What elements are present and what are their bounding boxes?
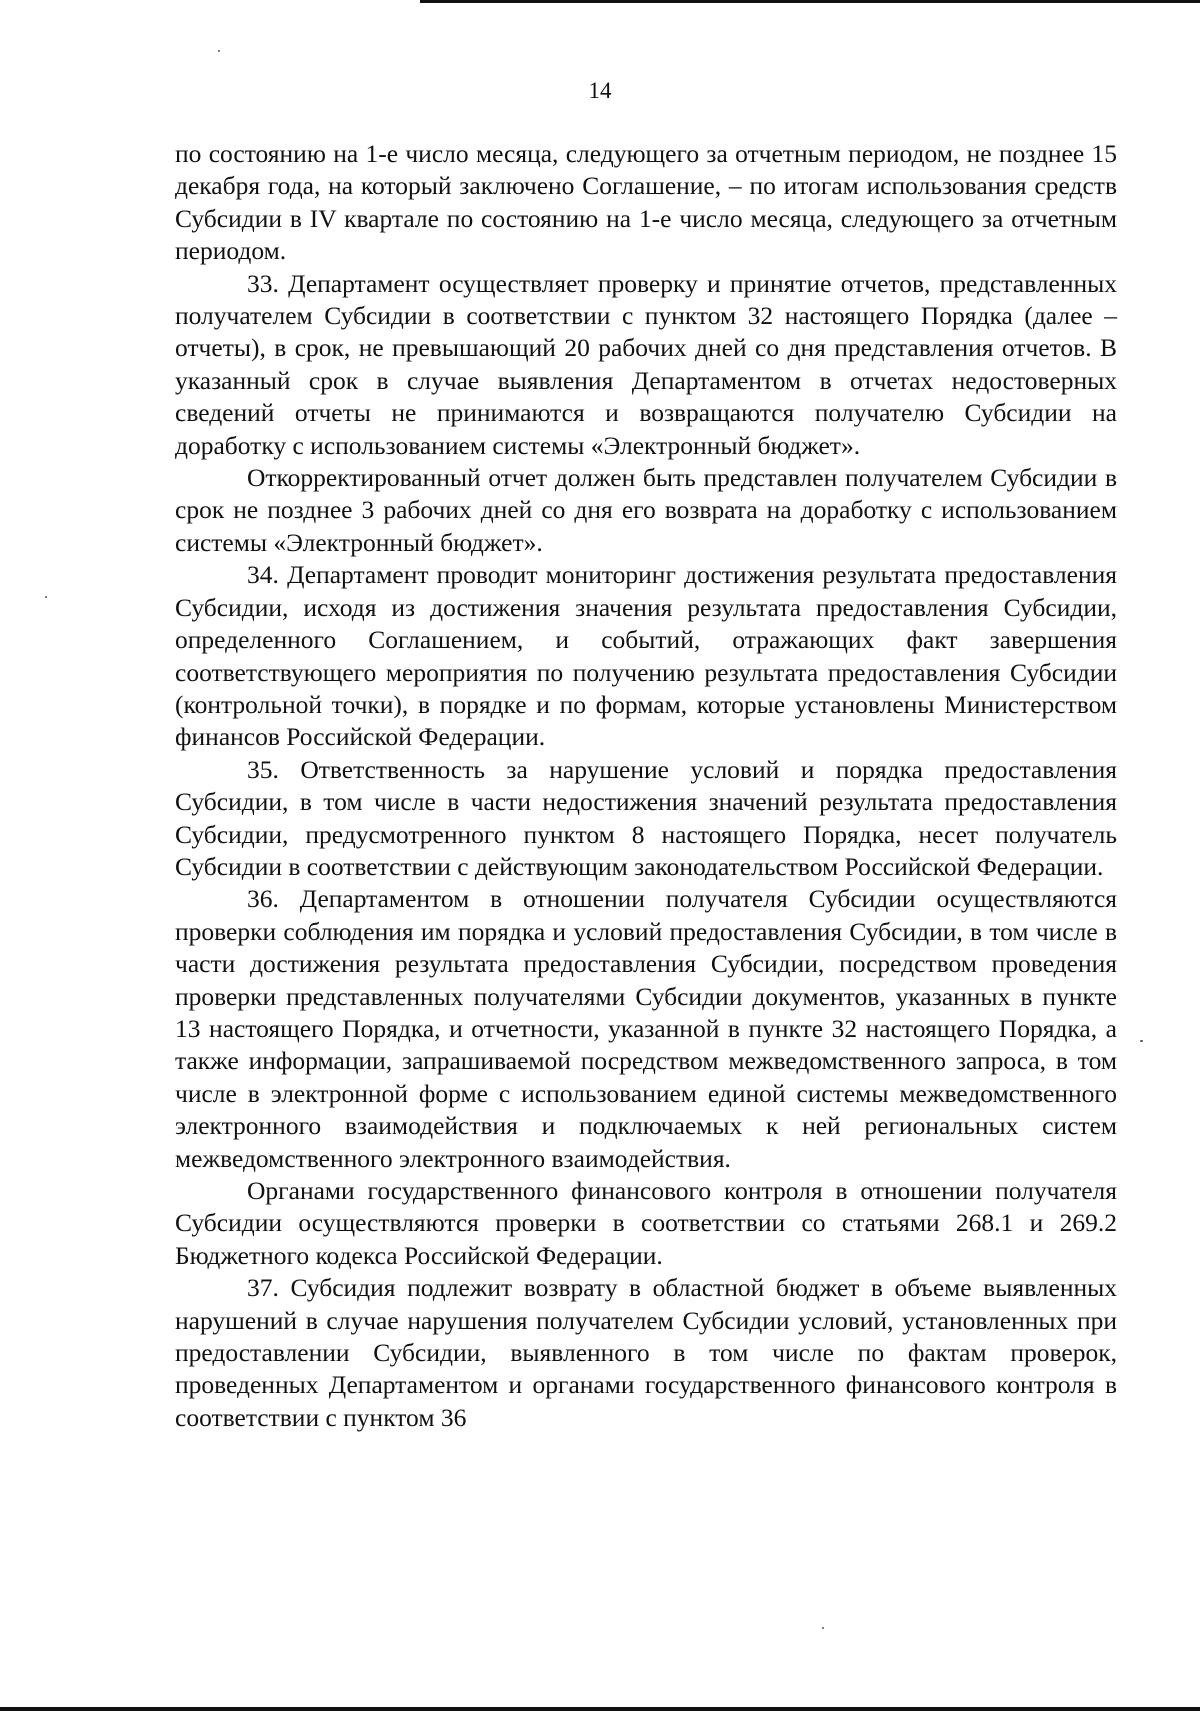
- paragraph-clause-34: 34. Департамент проводит мониторинг достижения результата предоставления Субсидии, исходя из достижения значения результата предоставления Субсидии, определенного Соглашением, и событий, отражающих факт завершения соответствующего мероприятия по получению результата предоставления Субсидии (контрольной точки), в порядке и по формам, которые установлены Министерством финансов Российской Федерации.: [175, 560, 1117, 752]
- paragraph-financial-control: Органами государственного финансового контроля в отношении получателя Субсидии осуществляются проверки в соответствии со статьями 268.1 и 269.2 Бюджетного кодекса Российской Федерации.: [175, 1176, 1117, 1270]
- top-scan-edge-line: [420, 0, 1200, 3]
- paragraph-clause-37: 37. Субсидия подлежит возврату в областной бюджет в объеме выявленных нарушений в случае нарушения получателем Субсидии условий, установленных при предоставлении Субсидии, выявленного в том числе по фактам проверок, проведенных Департаментом и органами государственного финансового контроля в соответствии с пунктом 36: [175, 1273, 1117, 1432]
- bottom-scan-edge-line: [0, 1707, 1200, 1711]
- paragraph-corrected-report: Откорректированный отчет должен быть представлен получателем Субсидии в срок не позднее 3 рабочих дней со дня его возврата на доработку с использованием системы «Электронный бюджет».: [175, 463, 1117, 557]
- scan-speck: [45, 596, 47, 598]
- page-number: 14: [588, 78, 612, 103]
- paragraph-continuation: по состоянию на 1-е число месяца, следующего за отчетным периодом, не позднее 15 декабря года, на который заключено Соглашение, – по итогам использования средств Субсидии в IV квартале по состоянию на 1-е число месяца, следующего за отчетным периодом.: [175, 139, 1117, 266]
- paragraph-clause-35: 35. Ответственность за нарушение условий и порядка предоставления Субсидии, в том числе в части недостижения значений результата предоставления Субсидии, предусмотренного пунктом 8 настоящего Порядка, несет получатель Субсидии в соответствии с действующим законодательством Российской Федерации.: [175, 754, 1117, 881]
- paragraph-clause-33: 33. Департамент осуществляет проверку и принятие отчетов, представленных получателем Субсидии в соответствии с пунктом 32 настоящего Порядка (далее – отчеты), в срок, не превышающий 20 рабочих дней со дня представления отчетов. В указанный срок в случае выявления Департаментом в отчетах недостоверных сведений отчеты не принимаются и возвращаются получателю Субсидии на доработку с использованием системы «Электронный бюджет».: [175, 268, 1117, 460]
- scan-speck: [1140, 1040, 1143, 1042]
- document-body: [175, 138, 1117, 1434]
- scan-speck: [218, 50, 220, 52]
- scan-speck: [822, 1627, 824, 1629]
- paragraph-clause-36: 36. Департаментом в отношении получателя Субсидии осуществляются проверки соблюдения им порядка и условий предоставления Субсидии, в том числе в части достижения результата предоставления Субсидии, посредством проведения проверки представленных получателями Субсидии документов, указанных в пункте 13 настоящего Порядка, и отчетности, указанной в пункте 32 настоящего Порядка, а также информации, запрашиваемой посредством межведомственного запроса, в том числе в электронной форме с использованием единой системы межведомственного электронного взаимодействия и подключаемых к ней региональных систем межведомственного электронного взаимодействия.: [175, 884, 1117, 1173]
